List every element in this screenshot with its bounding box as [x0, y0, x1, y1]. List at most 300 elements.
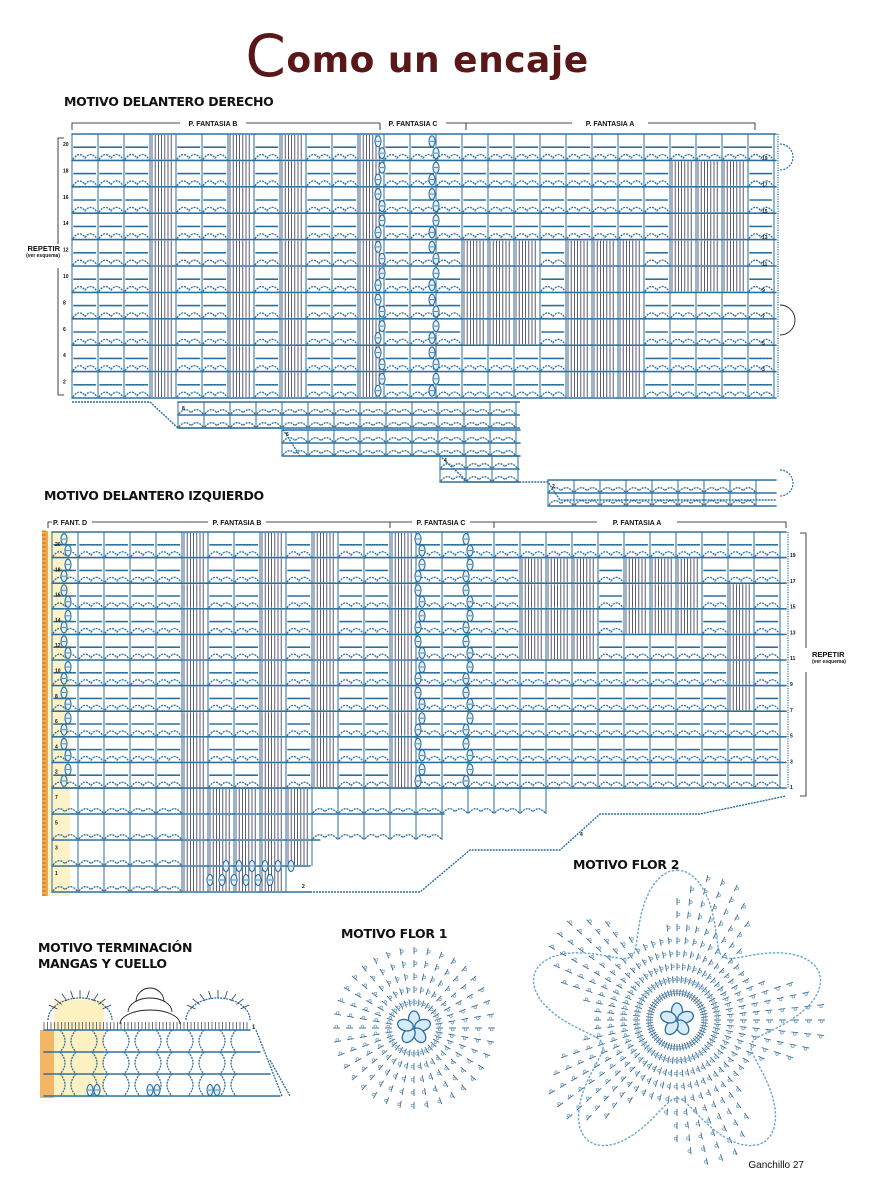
- chain-dot: [637, 982, 640, 985]
- chain-dot: [673, 978, 676, 981]
- chain-dot: [607, 978, 610, 981]
- chain-dot: [631, 1049, 634, 1052]
- chain-dot: [712, 1104, 715, 1107]
- chain-dot: [714, 1074, 717, 1077]
- chain-dot: [694, 941, 697, 944]
- chain-dot: [606, 1080, 609, 1083]
- chain-dot: [760, 1058, 763, 1061]
- chain-dot: [620, 1093, 623, 1096]
- row-number: 14: [63, 221, 69, 228]
- chain-dot: [728, 1079, 731, 1082]
- chain-dot: [625, 1001, 628, 1004]
- chain-dot: [666, 1058, 669, 1061]
- chain-dot: [670, 952, 673, 955]
- row-number: 20: [63, 142, 69, 148]
- chain-dot: [699, 1135, 702, 1138]
- flower-2-stitches: [533, 870, 825, 1165]
- chain-dot: [734, 1122, 737, 1125]
- chain-dot: [654, 1082, 657, 1085]
- row-number: 4: [55, 744, 58, 751]
- chain-dot: [576, 985, 579, 988]
- chain-dot: [611, 1003, 614, 1006]
- chain-dot: [743, 905, 746, 908]
- chain-dot: [639, 1001, 642, 1004]
- chain-dot: [726, 1037, 729, 1040]
- chain-dot: [633, 986, 636, 989]
- step-row-number: 6: [286, 432, 289, 438]
- chain-dot: [551, 945, 554, 948]
- row-number: 2: [55, 769, 58, 776]
- chain-dot: [674, 1085, 677, 1088]
- heading-flower-1: MOTIVO FLOR 1: [341, 926, 448, 941]
- chain-dot: [703, 1107, 706, 1110]
- chain-dot: [612, 1103, 615, 1106]
- chain-dot: [630, 1067, 633, 1070]
- chain-dot: [621, 1057, 624, 1060]
- chain-dot: [638, 964, 641, 967]
- row-number: 7: [762, 314, 765, 321]
- chain-dot: [648, 1020, 651, 1023]
- chain-dot: [764, 992, 767, 995]
- chain-dot: [667, 1085, 670, 1088]
- chain-dot: [714, 1088, 717, 1091]
- chain-dot: [644, 960, 647, 963]
- row-number: 7: [790, 707, 793, 714]
- chain-dot: [635, 1072, 638, 1075]
- chain-dot: [744, 1060, 747, 1063]
- chain-dot: [686, 979, 689, 982]
- chain-dot: [598, 1001, 601, 1004]
- chain-dot: [596, 1017, 599, 1020]
- chain-dot: [731, 981, 734, 984]
- chain-dot: [707, 1092, 710, 1095]
- chain-dot: [615, 1071, 618, 1074]
- repeat-text: REPETIR: [812, 650, 845, 659]
- step-row-number: 4: [444, 458, 447, 464]
- chain-dot: [731, 945, 734, 948]
- chain-dot: [687, 927, 690, 930]
- chain-dot: [567, 1066, 570, 1069]
- row-number: 3: [762, 367, 765, 374]
- row-number: 4: [63, 353, 66, 360]
- chain-dot: [657, 955, 660, 958]
- chain-dot: [691, 1070, 694, 1073]
- chain-dot: [688, 914, 691, 917]
- chain-dot: [682, 978, 685, 981]
- chain-dot: [704, 990, 707, 993]
- chain-dot: [586, 1097, 589, 1100]
- chain-dot: [740, 1134, 743, 1137]
- chain-dot: [699, 1095, 702, 1098]
- chain-dot: [636, 1009, 639, 1012]
- chain-dot: [714, 906, 717, 909]
- row-number: 15: [762, 208, 768, 215]
- chain-dot: [716, 1016, 719, 1019]
- chain-dot: [754, 1004, 757, 1007]
- chain-dot: [653, 985, 656, 988]
- chain-dot: [666, 966, 669, 969]
- row-number: 17: [762, 182, 768, 189]
- chain-dot: [741, 973, 744, 976]
- chain-dot: [688, 1150, 691, 1153]
- chain-dot: [737, 1105, 740, 1108]
- chain-dot: [708, 1044, 711, 1047]
- chain-dot: [724, 1042, 727, 1045]
- chain-dot: [729, 1009, 732, 1012]
- chain-dot: [706, 931, 709, 934]
- chain-dot: [715, 1144, 718, 1147]
- chain-dot: [734, 987, 737, 990]
- chain-dot: [617, 1051, 620, 1054]
- chain-dot: [805, 993, 808, 996]
- row-number: 9: [762, 288, 765, 294]
- chain-dot: [622, 1012, 625, 1015]
- chain-dot: [666, 1098, 669, 1101]
- chain-dot: [615, 990, 618, 993]
- chain-dot: [568, 1095, 571, 1098]
- row-number: 9: [790, 682, 793, 688]
- chain-dot: [622, 1023, 625, 1026]
- chain-dot: [788, 1057, 791, 1060]
- chain-dot: [632, 968, 635, 971]
- chain-dot: [574, 958, 577, 961]
- chain-dot: [680, 1072, 683, 1075]
- chain-dot: [677, 965, 680, 968]
- chain-dot: [722, 882, 725, 885]
- chain-dot: [741, 1034, 744, 1037]
- chain-dot: [669, 939, 672, 942]
- chain-dot: [768, 1011, 771, 1014]
- chain-dot: [715, 1008, 718, 1011]
- chain-dot: [560, 932, 563, 935]
- row-number: 5: [762, 340, 765, 347]
- chain-dot: [563, 981, 566, 984]
- chain-dot: [585, 1036, 588, 1039]
- title-initial: C: [245, 22, 287, 90]
- chain-dot: [736, 917, 739, 920]
- chain-dot: [662, 1057, 665, 1060]
- chain-dot: [622, 1017, 625, 1020]
- chain-dot: [596, 1025, 599, 1028]
- chain-dot: [618, 964, 621, 967]
- chain-dot: [572, 1077, 575, 1080]
- repeat-note: (ver esquema): [812, 659, 846, 665]
- chain-dot: [625, 1062, 628, 1065]
- chain-dot: [604, 985, 607, 988]
- chain-dot: [683, 1059, 686, 1062]
- chain-dot: [729, 1059, 732, 1062]
- chain-dot: [691, 888, 694, 891]
- chain-dot: [663, 1071, 666, 1074]
- chain-dot: [707, 878, 710, 881]
- chain-dot: [721, 970, 724, 973]
- chain-dot: [719, 1157, 722, 1160]
- chain-dot: [600, 1072, 603, 1075]
- chain-dot: [592, 980, 595, 983]
- repeat-text: REPETIR: [27, 244, 60, 253]
- chain-dot: [707, 1120, 710, 1123]
- chain-dot: [733, 1053, 736, 1056]
- chain-dot: [677, 1046, 680, 1049]
- chain-dot: [730, 961, 733, 964]
- chain-dot: [696, 1122, 699, 1125]
- heading-left-front: MOTIVO DELANTERO IZQUIERDO: [44, 488, 264, 503]
- chain-dot: [791, 1045, 794, 1048]
- chain-dot: [628, 1044, 631, 1047]
- chain-dot: [702, 903, 705, 906]
- chain-dot: [710, 919, 713, 922]
- chain-dot: [686, 940, 689, 943]
- chain-dot: [635, 1013, 638, 1016]
- chain-dot: [714, 1004, 717, 1007]
- chain-dot: [648, 1064, 651, 1067]
- chain-dot: [651, 1051, 654, 1054]
- chain-dot: [641, 997, 644, 1000]
- chain-dot: [595, 1106, 598, 1109]
- chain-dot: [681, 1085, 684, 1088]
- chain-dot: [647, 990, 650, 993]
- chain-dot: [711, 1132, 714, 1135]
- chain-dot: [588, 989, 591, 992]
- chain-dot: [819, 1035, 822, 1038]
- chain-dot: [747, 924, 750, 927]
- chain-dot: [663, 953, 666, 956]
- row-number: 6: [63, 326, 66, 333]
- chain-dot: [715, 1056, 718, 1059]
- chain-dot: [678, 1059, 681, 1062]
- chain-dot: [749, 988, 752, 991]
- chain-dot: [729, 1020, 732, 1023]
- chain-dot: [702, 943, 705, 946]
- chain-dot: [612, 1038, 615, 1041]
- chain-dot: [597, 1034, 600, 1037]
- chain-dot: [585, 965, 588, 968]
- chain-dot: [579, 1060, 582, 1063]
- chain-dot: [742, 1013, 745, 1016]
- chain-dot: [707, 993, 710, 996]
- chain-dot: [729, 1026, 732, 1029]
- section-label: P. FANTASIA B: [188, 121, 238, 128]
- chain-dot: [550, 1090, 553, 1093]
- chain-dot: [677, 939, 680, 942]
- step-row-number: 2: [552, 484, 555, 490]
- chain-dot: [703, 1017, 706, 1020]
- chain-dot: [630, 991, 633, 994]
- chain-dot: [728, 1031, 731, 1034]
- chain-dot: [724, 1064, 727, 1067]
- chain-dot: [781, 1031, 784, 1034]
- row-number: 5: [55, 820, 58, 827]
- chain-dot: [589, 920, 592, 923]
- chain-dot: [716, 1020, 719, 1023]
- chain-dot: [716, 1025, 719, 1028]
- chain-dot: [674, 1124, 677, 1127]
- chain-dot: [587, 1046, 590, 1049]
- chain-dot: [755, 1012, 758, 1015]
- chain-dot: [742, 1020, 745, 1023]
- row-marker: 1: [252, 1025, 256, 1031]
- chain-dot: [635, 1021, 638, 1024]
- chain-dot: [704, 958, 707, 961]
- chain-dot: [613, 1087, 616, 1090]
- chain-dot: [699, 970, 702, 973]
- chain-dot: [710, 947, 713, 950]
- chain-dot: [637, 1030, 640, 1033]
- chain-dot: [642, 1041, 645, 1044]
- row-number: 11: [762, 261, 768, 268]
- chain-dot: [723, 1128, 726, 1131]
- row-number: 1: [55, 870, 58, 877]
- section-label: P. FANTASIA C: [388, 121, 438, 128]
- row-number: 15: [790, 604, 796, 611]
- chain-dot: [677, 913, 680, 916]
- chain-dot: [720, 988, 723, 991]
- chain-dot: [768, 1020, 771, 1023]
- chain-dot: [555, 1071, 558, 1074]
- chain-dot: [674, 1111, 677, 1114]
- chain-dot: [669, 1072, 672, 1075]
- chain-dot: [721, 1100, 724, 1103]
- chain-dot: [644, 1045, 647, 1048]
- chain-dot: [610, 1031, 613, 1034]
- chain-dot: [624, 1006, 627, 1009]
- chain-dot: [670, 1059, 673, 1062]
- chain-dot: [665, 980, 668, 983]
- chain-dot: [677, 926, 680, 929]
- chain-dot: [701, 1080, 704, 1083]
- chain-dot: [714, 1033, 717, 1036]
- chain-dot: [685, 1072, 688, 1075]
- chain-dot: [624, 1034, 627, 1037]
- row-number: 10: [63, 274, 69, 280]
- row-number: 2: [63, 379, 66, 386]
- chain-dot: [637, 949, 640, 952]
- chain-dot: [688, 967, 691, 970]
- chain-dot: [720, 923, 723, 926]
- row-number: 20: [55, 542, 61, 548]
- chain-dot: [596, 1088, 599, 1091]
- chain-dot: [763, 1049, 766, 1052]
- row-number: 10: [55, 668, 61, 675]
- row-number: 11: [790, 656, 796, 663]
- chain-dot: [719, 1069, 722, 1072]
- chain-dot: [599, 1042, 602, 1045]
- chain-dot: [739, 934, 742, 937]
- chain-dot: [807, 1034, 810, 1037]
- chain-dot: [706, 1063, 709, 1066]
- chain-dot: [647, 1048, 650, 1051]
- heading-right-front: MOTIVO DELANTERO DERECHO: [64, 94, 274, 109]
- chain-dot: [669, 979, 672, 982]
- chain-dot: [725, 911, 728, 914]
- chain-dot: [712, 1037, 715, 1040]
- chain-dot: [704, 973, 707, 976]
- chain-dot: [610, 1010, 613, 1013]
- chain-dot: [597, 929, 600, 932]
- chain-dot: [567, 1114, 570, 1117]
- chain-dot: [580, 974, 583, 977]
- chain-dot: [602, 963, 605, 966]
- chain-dot: [730, 928, 733, 931]
- chain-dot: [639, 1058, 642, 1061]
- section-label: P. FANTASIA A: [612, 520, 662, 527]
- chain-dot: [691, 1097, 694, 1100]
- chain-dot: [570, 940, 573, 943]
- chain-dot: [558, 1102, 561, 1105]
- chain-dot: [781, 1020, 784, 1023]
- chain-dot: [644, 994, 647, 997]
- chain-dot: [628, 1082, 631, 1085]
- chain-dot: [807, 1020, 810, 1023]
- chain-dot: [579, 929, 582, 932]
- chain-dot: [615, 949, 618, 952]
- chain-dot: [794, 1020, 797, 1023]
- chain-dot: [640, 1038, 643, 1041]
- chain-dot: [627, 995, 630, 998]
- chain-dot: [691, 1057, 694, 1060]
- chain-dot: [653, 942, 656, 945]
- chain-dot: [710, 1060, 713, 1063]
- row-number: 16: [55, 592, 61, 599]
- chain-dot: [596, 971, 599, 974]
- chain-dot: [794, 1033, 797, 1036]
- chain-dot: [710, 996, 713, 999]
- chain-dot: [606, 1057, 609, 1060]
- chain-dot: [614, 1044, 617, 1047]
- chain-dot: [781, 1009, 784, 1012]
- chain-dot: [650, 957, 653, 960]
- chain-dot: [794, 1008, 797, 1011]
- step-row-number: 8: [182, 406, 185, 412]
- chain-dot: [710, 1040, 713, 1043]
- row-number: 18: [55, 567, 61, 574]
- chain-dot: [677, 978, 680, 981]
- chain-dot: [792, 996, 795, 999]
- chain-dot: [767, 1001, 770, 1004]
- chain-dot: [615, 932, 618, 935]
- chain-dot: [697, 984, 700, 987]
- chain-dot: [645, 974, 648, 977]
- chain-dot: [739, 951, 742, 954]
- chain-dot: [718, 1052, 721, 1055]
- chain-dot: [804, 1048, 807, 1051]
- chain-dot: [600, 993, 603, 996]
- row-number: 8: [55, 693, 58, 700]
- step-row-number: 2: [302, 884, 305, 890]
- chain-dot: [683, 965, 686, 968]
- chain-dot: [820, 1020, 823, 1023]
- chain-dot: [674, 1137, 677, 1140]
- chain-dot: [687, 1137, 690, 1140]
- chain-dot: [696, 928, 699, 931]
- row-number: 12: [55, 643, 61, 650]
- chain-dot: [704, 1161, 707, 1164]
- chain-dot: [583, 1070, 586, 1073]
- chain-dot: [748, 1053, 751, 1056]
- chain-dot: [598, 947, 601, 950]
- chain-dot: [736, 887, 739, 890]
- chain-dot: [641, 1076, 644, 1079]
- chain-dot: [626, 1039, 629, 1042]
- chain-dot: [713, 980, 716, 983]
- chain-dot: [761, 982, 764, 985]
- chain-dot: [677, 952, 680, 955]
- chain-dot: [638, 1034, 641, 1037]
- chain-dot: [701, 987, 704, 990]
- chain-dot: [613, 997, 616, 1000]
- chain-dot: [672, 965, 675, 968]
- chain-dot: [585, 998, 588, 1001]
